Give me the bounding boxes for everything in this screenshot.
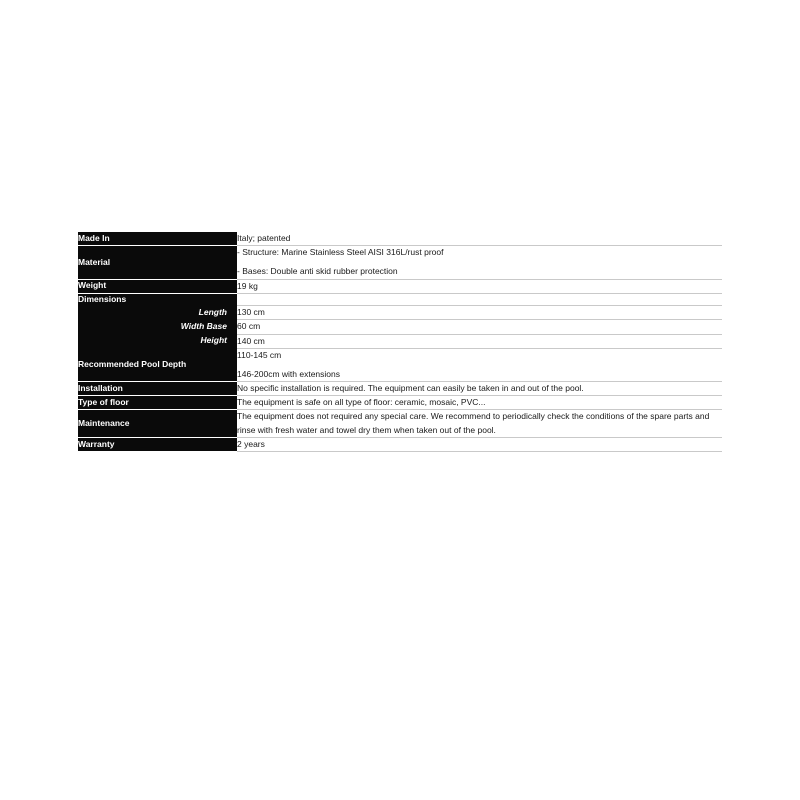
- table-row: [78, 320, 722, 334]
- value-line: 19 kg: [237, 280, 258, 291]
- row-label-maintenance: Maintenance: [78, 410, 237, 437]
- row-label-made-in: Made In: [78, 232, 237, 246]
- value-line: The equipment does not required any special care. We recommend to periodically check the conditions of the spare parts and rinse with fresh water and towel dry them when taken out of the pool.: [237, 411, 710, 435]
- table-row: [78, 293, 722, 305]
- table-row: [78, 382, 722, 396]
- row-value-installation: [237, 382, 722, 396]
- table-row: [78, 279, 722, 293]
- row-label-warranty: Warranty: [78, 437, 237, 451]
- table-row: [78, 396, 722, 410]
- row-value-width-base: [237, 320, 722, 334]
- row-value-recommended-pool-depth: [237, 348, 722, 381]
- specification-table: [78, 232, 722, 452]
- row-value-warranty: [237, 437, 722, 451]
- value-line: The equipment is safe on all type of floor: ceramic, mosaic, PVC...: [237, 397, 486, 408]
- table-row: [78, 246, 722, 279]
- row-label-width-base: Width Base: [78, 320, 237, 334]
- row-value-dimensions: [237, 293, 722, 305]
- row-value-length: [237, 306, 722, 320]
- table-row: [78, 306, 722, 320]
- value-line: 60 cm: [237, 321, 261, 332]
- row-label-installation: Installation: [78, 382, 237, 396]
- row-value-made-in: [237, 232, 722, 246]
- row-label-type-of-floor: Type of floor: [78, 396, 237, 410]
- table-row: [78, 410, 722, 437]
- value-line: Italy; patented: [237, 233, 291, 243]
- value-line: 2 years: [237, 438, 265, 449]
- specification-table-body: [78, 232, 722, 451]
- row-label-length: Length: [78, 306, 237, 320]
- value-line: 146-200cm with extensions: [237, 368, 341, 379]
- table-row: [78, 334, 722, 348]
- value-line: - Structure: Marine Stainless Steel AISI 316L/rust proof: [237, 247, 444, 258]
- value-line: 140 cm: [237, 335, 265, 346]
- value-line: No specific installation is required. The equipment can easily be taken in and out of the pool.: [237, 383, 584, 394]
- specification-table-container: [78, 232, 722, 452]
- table-row: [78, 348, 722, 381]
- value-line: 130 cm: [237, 307, 265, 318]
- row-value-material: [237, 246, 722, 279]
- row-value-height: [237, 334, 722, 348]
- row-label-recommended-pool-depth: Recommended Pool Depth: [78, 348, 237, 381]
- row-value-weight: [237, 279, 722, 293]
- value-line: - Bases: Double anti skid rubber protection: [237, 266, 398, 277]
- row-label-height: Height: [78, 334, 237, 348]
- row-value-maintenance: [237, 410, 722, 437]
- row-label-material: Material: [78, 246, 237, 279]
- value-line: 110-145 cm: [237, 349, 282, 360]
- table-row: [78, 232, 722, 246]
- table-row: [78, 437, 722, 451]
- row-label-dimensions: Dimensions: [78, 293, 237, 305]
- row-value-type-of-floor: [237, 396, 722, 410]
- row-label-weight: Weight: [78, 279, 237, 293]
